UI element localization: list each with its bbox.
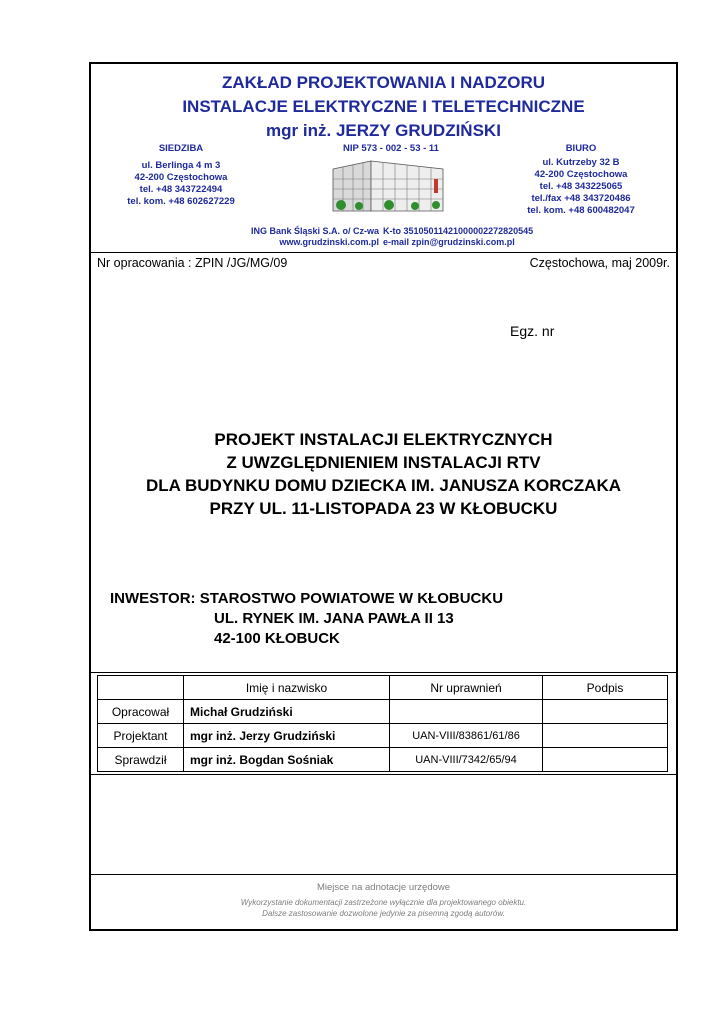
role-cell: Projektant [98, 724, 184, 748]
siedziba-line: 42-200 Częstochowa [134, 172, 228, 183]
document-number: Nr opracowania : ZPIN /JG/MG/09 [97, 256, 288, 270]
siedziba-line: tel. kom. +48 602627229 [127, 196, 235, 207]
building-logo-icon [331, 159, 449, 215]
biuro-address [501, 157, 661, 217]
project-title-line: DLA BUDYNKU DOMU DZIECKA IM. JANUSZA KORCZAKA [145, 476, 622, 495]
project-title-line: PROJEKT INSTALACJI ELEKTRYCZNYCH [214, 430, 553, 449]
person-cell: Michał Grudziński [184, 700, 390, 724]
nip: NIP 573 - 002 - 53 - 11 [343, 143, 439, 154]
header-divider [91, 252, 676, 253]
company-specialty: INSTALACJE ELEKTRYCZNE I TELETECHNICZNE [182, 97, 585, 116]
signature-cell [543, 700, 668, 724]
footer-divider [91, 874, 676, 875]
signature-cell [543, 724, 668, 748]
license-cell: UAN-VIII/83861/61/86 [390, 724, 543, 748]
siedziba-title: SIEDZIBA [158, 143, 204, 154]
table-row [98, 748, 668, 772]
table-header-cell [98, 676, 184, 700]
table-row [98, 700, 668, 724]
usage-note: Wykorzystanie dokumentacji zastrzeżone wyłącznie dla projektowanego obiektu. [240, 898, 527, 907]
email: e-mail zpin@grudzinski.com.pl [383, 237, 515, 247]
investor-street: UL. RYNEK IM. JANA PAWŁA II 13 [214, 610, 454, 627]
official-notes-label: Miejsce na adnotacje urzędowe [316, 882, 451, 893]
place-date: Częstochowa, maj 2009r. [529, 256, 670, 270]
copy-number: Egz. nr [510, 323, 555, 339]
table-header-cell: Imię i nazwisko [184, 676, 390, 700]
biuro-line: 42-200 Częstochowa [534, 169, 628, 180]
license-cell: UAN-VIII/7342/65/94 [390, 748, 543, 772]
bank-name: ING Bank Śląski S.A. o/ Cz-wa [250, 226, 379, 236]
project-title-line: PRZY UL. 11-LISTOPADA 23 W KŁOBUCKU [209, 499, 558, 518]
signature-table [97, 675, 668, 772]
biuro-line: tel. +48 343225065 [539, 181, 623, 192]
table-header-cell: Podpis [543, 676, 668, 700]
role-cell: Opracował [98, 700, 184, 724]
investor-city: 42-100 KŁOBUCK [214, 630, 340, 647]
investor-name: INWESTOR: STAROSTWO POWIATOWE W KŁOBUCKU [110, 590, 504, 607]
document-frame [89, 62, 678, 931]
table-header-cell: Nr uprawnień [390, 676, 543, 700]
siedziba-line: ul. Berlinga 4 m 3 [141, 160, 221, 171]
table-row [98, 724, 668, 748]
person-cell: mgr inż. Bogdan Sośniak [184, 748, 390, 772]
website: www.grudzinski.com.pl [279, 237, 379, 247]
biuro-line: tel. kom. +48 600482047 [527, 205, 635, 216]
siedziba-line: tel. +48 343722494 [139, 184, 223, 195]
biuro-line: ul. Kutrzeby 32 B [542, 157, 620, 168]
person-cell: mgr inż. Jerzy Grudziński [184, 724, 390, 748]
table-header-row [98, 676, 668, 700]
role-cell: Sprawdził [98, 748, 184, 772]
table-bottom-divider [91, 774, 676, 775]
license-cell [390, 700, 543, 724]
siedziba-address [111, 160, 251, 208]
company-owner: mgr inż. JERZY GRUDZIŃSKI [266, 121, 501, 140]
bank-account: K-to 35105011421000002272820545 [383, 226, 534, 236]
project-title-line: Z UWZGLĘDNIENIEM INSTALACJI RTV [226, 453, 541, 472]
usage-note: Dalsze zastosowanie dozwolone jedynie za pisemną zgodą autorów. [262, 909, 505, 918]
biuro-line: tel./fax +48 343720486 [531, 193, 631, 204]
biuro-title: BIURO [565, 143, 597, 154]
signature-cell [543, 748, 668, 772]
table-top-divider [91, 672, 676, 673]
company-name: ZAKŁAD PROJEKTOWANIA I NADZORU [222, 73, 545, 92]
